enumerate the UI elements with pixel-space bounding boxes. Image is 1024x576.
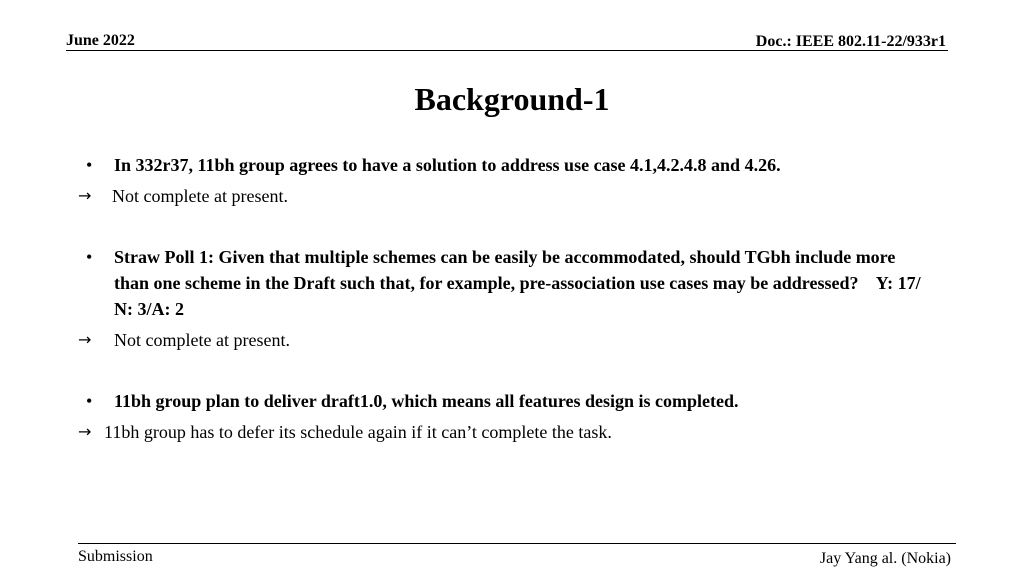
bullet-line [78, 388, 958, 414]
footer-author: Jay Yang al. (Nokia) [819, 550, 951, 567]
footer-submission: Submission [78, 548, 153, 565]
bullet-item-2 [78, 244, 958, 353]
slide-title: Background-1 [414, 81, 610, 117]
bullet-item-3 [78, 388, 958, 445]
arrow-right-icon: → [78, 422, 92, 441]
bullet-dot-icon: • [86, 247, 93, 267]
footer-divider [78, 543, 956, 544]
header-date: June 2022 [66, 32, 135, 49]
bullet-text: In 332r37, 11bh group agrees to have a solution to address use case 4.1,4.2.4.8 and 4.26. [114, 155, 781, 175]
header-divider [66, 50, 948, 51]
bullet-line [78, 244, 934, 322]
note-line [78, 327, 958, 353]
bullet-dot-icon: • [86, 391, 93, 411]
bullet-text: 11bh group plan to deliver draft1.0, which means all features design is completed. [114, 391, 739, 411]
arrow-right-icon: → [78, 330, 92, 349]
note-line [78, 419, 958, 445]
bullet-dot-icon: • [86, 155, 93, 175]
header-document-id: Doc.: IEEE 802.11-22/933r1 [755, 33, 946, 50]
note-line [78, 183, 958, 209]
arrow-right-icon: → [78, 186, 92, 205]
note-text: Not complete at present. [112, 186, 288, 206]
note-text: 11bh group has to defer its schedule again if it can’t complete the task. [104, 422, 612, 442]
note-text: Not complete at present. [114, 330, 290, 350]
bullet-text: Straw Poll 1: Given that multiple schemes can be easily be accommodated, should TGbh include more than one scheme in the Draft such that, for example, pre-association use cases may be addressed? Y: 17/ N: 3/A: 2 [114, 247, 926, 319]
bullet-item-1 [78, 152, 958, 209]
bullet-line [78, 152, 958, 178]
